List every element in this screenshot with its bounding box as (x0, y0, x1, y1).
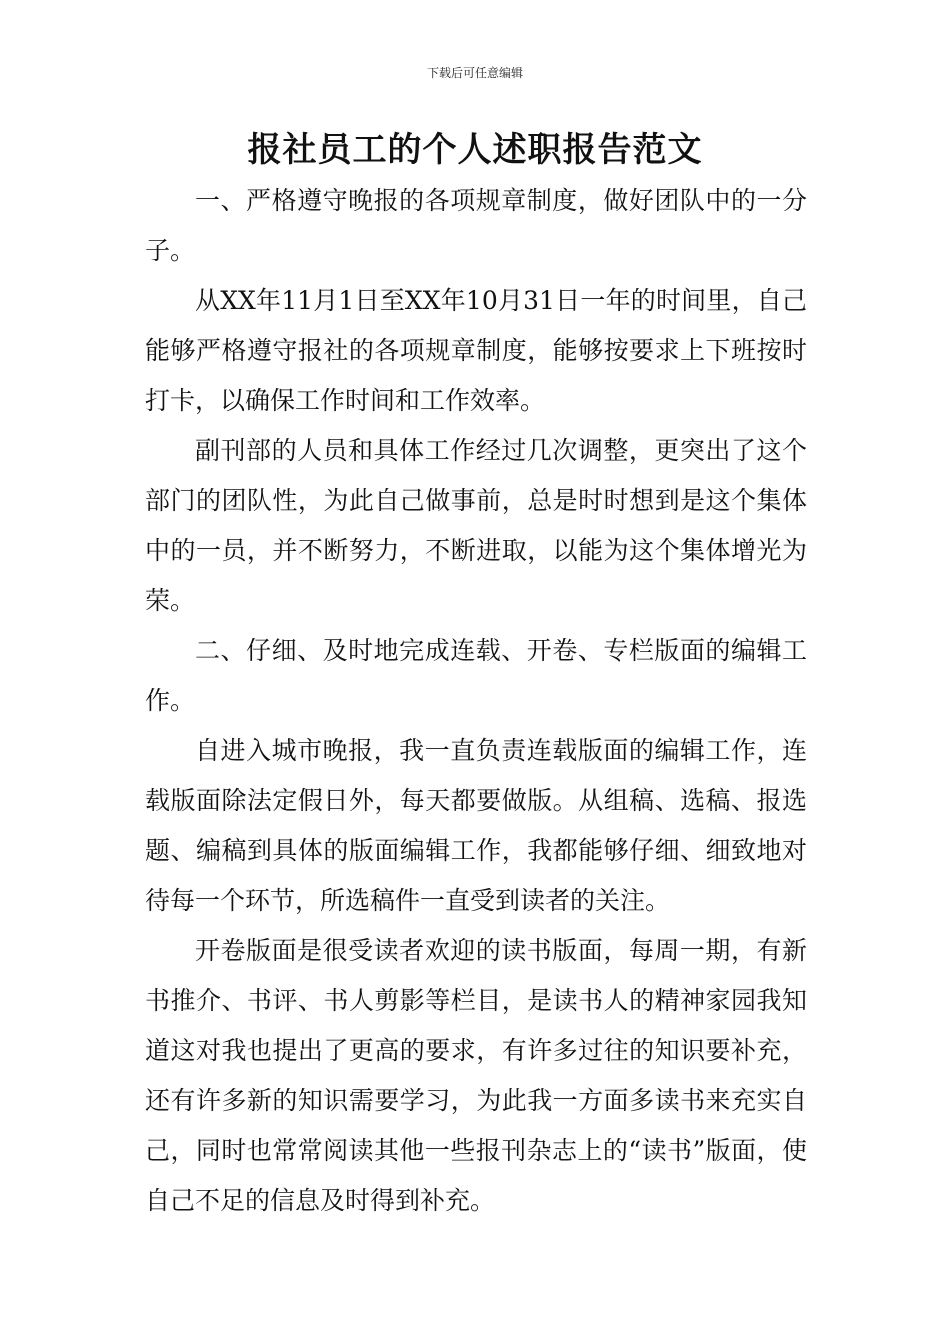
paragraph-attendance: 从XX年11月1日至XX年10月31日一年的时间里，自己能够严格遵守报社的各项规章制度，能够按要求上下班按时打卡，以确保工作时间和工作效率。 (145, 286, 807, 415)
document-title: 报社员工的个人述职报告范文 (247, 130, 703, 170)
paragraph-serial-editing: 自进入城市晚报，我一直负责连载版面的编辑工作，连载版面除法定假日外，每天都要做版。从组稿、选稿、报选题、编稿到具体的版面编辑工作，我都能够仔细、细致地对待每一个环节，所选稿件一直受到读者的关注。 (145, 736, 807, 915)
paragraph-section-2-heading: 二、仔细、及时地完成连载、开卷、专栏版面的编辑工作。 (145, 636, 807, 715)
document-body (145, 176, 807, 1226)
paragraph-team: 副刊部的人员和具体工作经过几次调整，更突出了这个部门的团队性，为此自己做事前，总是时时想到是这个集体中的一员，并不断努力，不断进取，以能为这个集体增光为荣。 (145, 436, 807, 615)
paragraph-reading-page: 开卷版面是很受读者欢迎的读书版面，每周一期，有新书推介、书评、书人剪影等栏目，是读书人的精神家园我知道这对我也提出了更高的要求，有许多过往的知识要补充，还有许多新的知识需要学习，为此我一方面多读书来充实自己，同时也常常阅读其他一些报刊杂志上的“读书”版面，使自己不足的信息及时得到补充。 (145, 936, 807, 1215)
header-note: 下载后可任意编辑 (426, 66, 523, 80)
paragraph-section-1-heading: 一、严格遵守晚报的各项规章制度，做好团队中的一分子。 (145, 186, 807, 265)
